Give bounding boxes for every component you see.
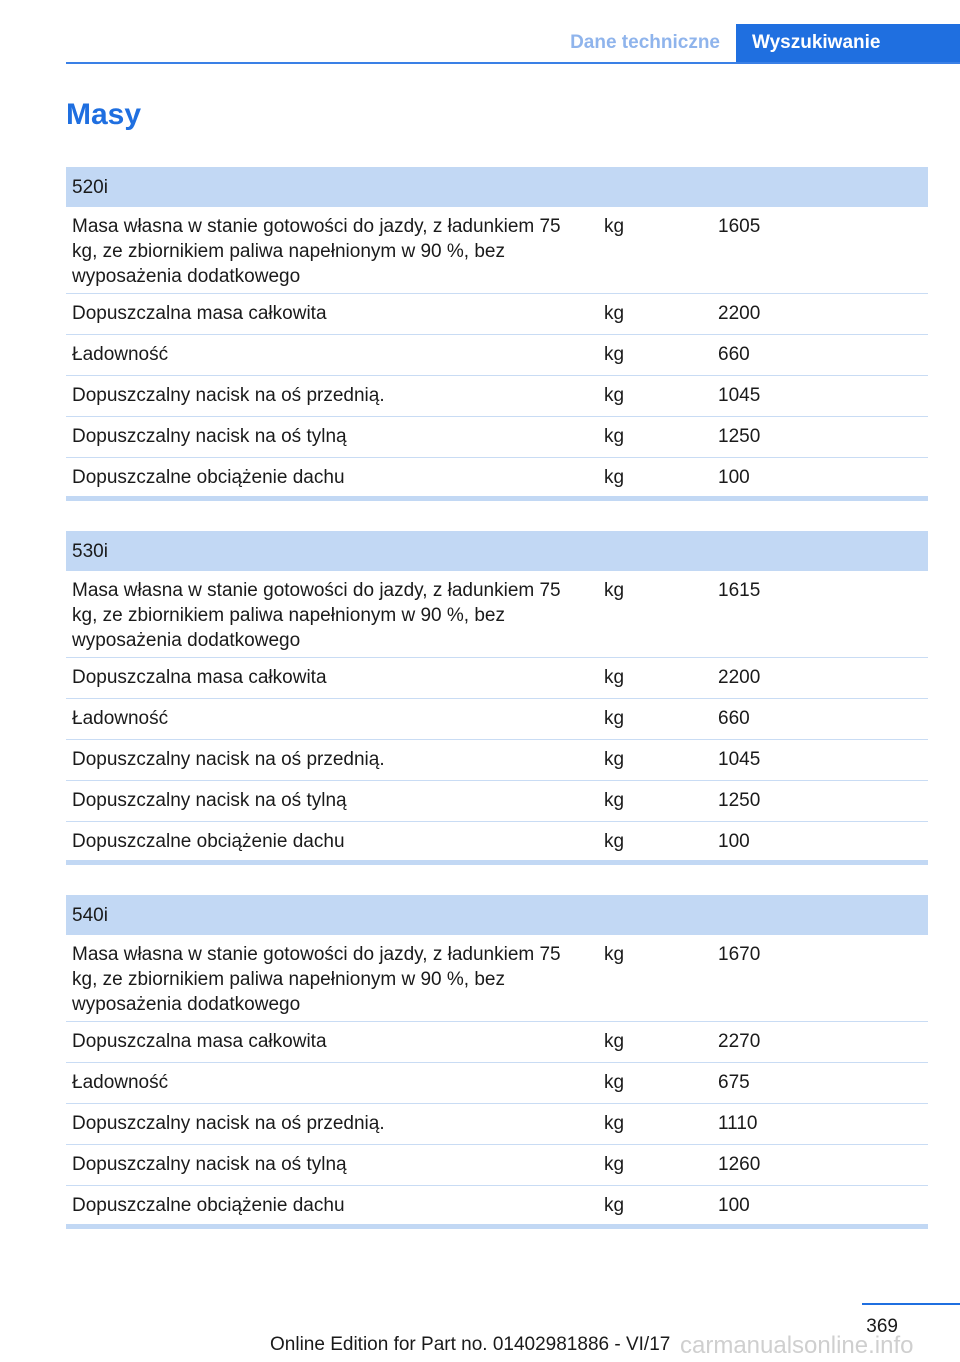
row-label: Dopuszczalna masa całkowita bbox=[66, 294, 598, 335]
table-header-row bbox=[66, 167, 928, 207]
row-label: Ładowność bbox=[66, 335, 598, 376]
edition-footer: Online Edition for Part no. 01402981886 - VI/17 bbox=[270, 1334, 671, 1355]
row-label: Dopuszczalny nacisk na oś tylną bbox=[66, 1145, 598, 1186]
mass-table-530i bbox=[66, 531, 928, 865]
row-unit: kg bbox=[598, 207, 712, 294]
row-value: 2200 bbox=[712, 294, 928, 335]
table-row bbox=[66, 1063, 928, 1104]
row-value: 660 bbox=[712, 699, 928, 740]
table-row bbox=[66, 822, 928, 863]
row-unit: kg bbox=[598, 571, 712, 658]
row-value: 1260 bbox=[712, 1145, 928, 1186]
watermark: carmanualsonline.info bbox=[680, 1332, 914, 1359]
table-row bbox=[66, 1104, 928, 1145]
row-label: Dopuszczalna masa całkowita bbox=[66, 1022, 598, 1063]
row-unit: kg bbox=[598, 1186, 712, 1227]
page-number-rule bbox=[862, 1303, 960, 1305]
model-header: 520i bbox=[66, 167, 928, 207]
row-unit: kg bbox=[598, 458, 712, 499]
row-label: Ładowność bbox=[66, 699, 598, 740]
row-unit: kg bbox=[598, 658, 712, 699]
table-row bbox=[66, 417, 928, 458]
row-label: Dopuszczalna masa całkowita bbox=[66, 658, 598, 699]
page-title: Masy bbox=[66, 98, 142, 131]
row-value: 100 bbox=[712, 822, 928, 863]
row-unit: kg bbox=[598, 376, 712, 417]
table-header-row bbox=[66, 531, 928, 571]
tab-wyszukiwanie[interactable]: Wyszukiwanie bbox=[736, 24, 960, 62]
mass-table-520i bbox=[66, 167, 928, 501]
row-value: 675 bbox=[712, 1063, 928, 1104]
row-value: 100 bbox=[712, 458, 928, 499]
mass-table-540i bbox=[66, 895, 928, 1229]
table-header-row bbox=[66, 895, 928, 935]
row-label: Masa własna w stanie gotowości do jazdy, z ładunkiem 75 kg, ze zbiornikiem paliwa napełnionym w 90 %, bez wyposażenia dodatkowego bbox=[66, 571, 598, 658]
row-label: Dopuszczalny nacisk na oś tylną bbox=[66, 417, 598, 458]
row-unit: kg bbox=[598, 417, 712, 458]
table-row bbox=[66, 1186, 928, 1227]
row-label: Dopuszczalne obciążenie dachu bbox=[66, 458, 598, 499]
row-value: 1605 bbox=[712, 207, 928, 294]
row-value: 1670 bbox=[712, 935, 928, 1022]
row-value: 1045 bbox=[712, 740, 928, 781]
row-value: 2200 bbox=[712, 658, 928, 699]
row-label: Dopuszczalne obciążenie dachu bbox=[66, 1186, 598, 1227]
row-unit: kg bbox=[598, 1022, 712, 1063]
row-unit: kg bbox=[598, 781, 712, 822]
row-unit: kg bbox=[598, 294, 712, 335]
row-unit: kg bbox=[598, 335, 712, 376]
row-label: Dopuszczalny nacisk na oś tylną bbox=[66, 781, 598, 822]
row-label: Masa własna w stanie gotowości do jazdy, z ładunkiem 75 kg, ze zbiornikiem paliwa napełnionym w 90 %, bez wyposażenia dodatkowego bbox=[66, 935, 598, 1022]
row-value: 1250 bbox=[712, 781, 928, 822]
table-row bbox=[66, 1145, 928, 1186]
table-row bbox=[66, 376, 928, 417]
row-label: Dopuszczalny nacisk na oś przednią. bbox=[66, 376, 598, 417]
row-value: 100 bbox=[712, 1186, 928, 1227]
table-row bbox=[66, 207, 928, 294]
top-navigation bbox=[66, 24, 960, 64]
row-unit: kg bbox=[598, 935, 712, 1022]
model-header: 540i bbox=[66, 895, 928, 935]
row-label: Ładowność bbox=[66, 1063, 598, 1104]
table-row bbox=[66, 699, 928, 740]
row-value: 2270 bbox=[712, 1022, 928, 1063]
table-row bbox=[66, 740, 928, 781]
row-label: Dopuszczalne obciążenie dachu bbox=[66, 822, 598, 863]
row-unit: kg bbox=[598, 1104, 712, 1145]
table-row bbox=[66, 335, 928, 376]
table-row bbox=[66, 658, 928, 699]
row-unit: kg bbox=[598, 1063, 712, 1104]
table-row bbox=[66, 458, 928, 499]
table-row bbox=[66, 1022, 928, 1063]
page-number: 369 bbox=[866, 1316, 898, 1337]
table-row bbox=[66, 294, 928, 335]
row-unit: kg bbox=[598, 1145, 712, 1186]
row-unit: kg bbox=[598, 740, 712, 781]
table-row bbox=[66, 571, 928, 658]
row-label: Dopuszczalny nacisk na oś przednią. bbox=[66, 1104, 598, 1145]
tab-dane-techniczne[interactable]: Dane techniczne bbox=[570, 32, 720, 53]
table-row bbox=[66, 935, 928, 1022]
row-value: 1615 bbox=[712, 571, 928, 658]
row-value: 660 bbox=[712, 335, 928, 376]
row-value: 1110 bbox=[712, 1104, 928, 1145]
row-value: 1045 bbox=[712, 376, 928, 417]
row-value: 1250 bbox=[712, 417, 928, 458]
row-label: Dopuszczalny nacisk na oś przednią. bbox=[66, 740, 598, 781]
model-header: 530i bbox=[66, 531, 928, 571]
row-label: Masa własna w stanie gotowości do jazdy, z ładunkiem 75 kg, ze zbiornikiem paliwa napełnionym w 90 %, bez wyposażenia dodatkowego bbox=[66, 207, 598, 294]
row-unit: kg bbox=[598, 699, 712, 740]
row-unit: kg bbox=[598, 822, 712, 863]
table-row bbox=[66, 781, 928, 822]
